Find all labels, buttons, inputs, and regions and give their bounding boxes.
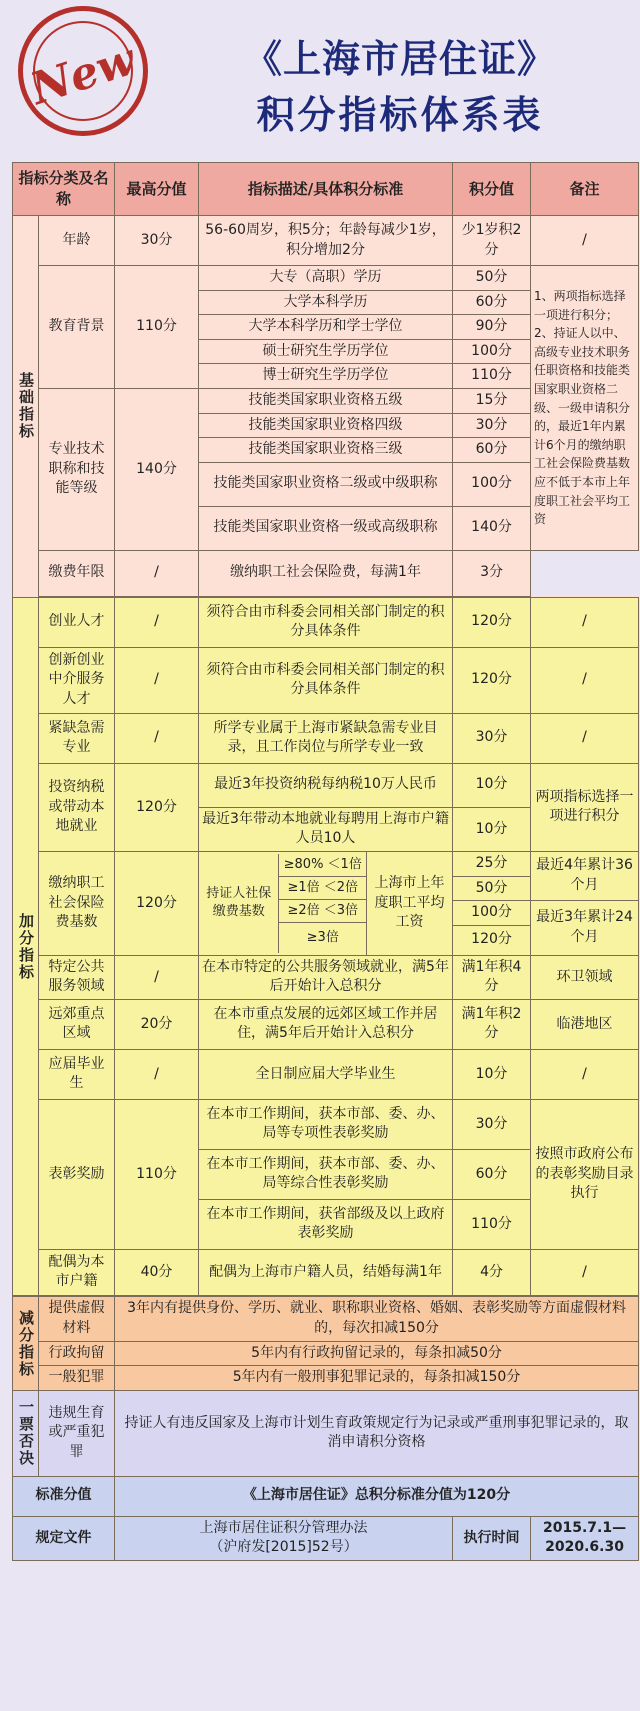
table-row: 减分指标 提供虚假材料 3年内有提供身份、学历、就业、职称职业资格、婚姻、表彰奖励等方面虚假材料的，每次扣减150分 <box>13 1297 639 1341</box>
table-row: 大学本科学历和学士学位 90分 <box>13 315 639 340</box>
col-header-desc: 指标描述/具体积分标准 <box>199 163 453 216</box>
category-veto: 一票否决 <box>13 1390 39 1476</box>
basic-note: 1、两项指标选择一项进行积分；2、持证人以中、高级专业技术职务任职资格和技能类国家职业资格二级、一级申请积分的，最近1年内累计6个月的缴纳职工社会保险费基数应不低于本市上年度职工社会平均工资 <box>531 266 639 551</box>
table-row: 技能类国家职业资格二级或中级职称 100分 <box>13 462 639 506</box>
table-row: 100分 最近3年累计24个月 <box>13 901 639 926</box>
table-row: 配偶为本市户籍 40分 配偶为上海市户籍人员，结婚每满1年 4分 / <box>13 1249 639 1295</box>
table-row: 基础指标 年龄 30分 56-60周岁，积5分；年龄每减少1岁，积分增加2分 少1岁积2分 / <box>13 216 639 266</box>
category-basic: 基础指标 <box>13 216 39 598</box>
col-header-max: 最高分值 <box>115 163 199 216</box>
table-header-row <box>13 163 639 216</box>
table-row: 一票否决 违规生育或严重犯罪 持证人有违反国家及上海市计划生育政策规定行为记录或严重刑事犯罪记录的，取消申请积分资格 <box>13 1390 639 1476</box>
col-header-value: 积分值 <box>453 163 531 216</box>
new-stamp-icon <box>18 6 148 136</box>
table-row: 最近3年带动本地就业每聘用上海市户籍人员10人 10分 <box>13 807 639 851</box>
table-row: 专业技术职称和技能等级 140分 技能类国家职业资格五级 15分 <box>13 388 639 413</box>
col-header-category: 指标分类及名称 <box>13 163 115 216</box>
standard-desc: 《上海市居住证》总积分标准分值为120分 <box>115 1476 639 1516</box>
table-row: 应届毕业生 / 全日制应届大学毕业生 10分 / <box>13 1049 639 1099</box>
table-row: 紧缺急需专业 / 所学专业属于上海市紧缺急需专业目录，且工作岗位与所学专业一致 30分 / <box>13 713 639 763</box>
category-bonus: 加分指标 <box>13 597 39 1296</box>
table-row: 一般犯罪 5年内有一般刑事犯罪记录的，每条扣减150分 <box>13 1366 639 1391</box>
table-row: 行政拘留 5年内有行政拘留记录的，每条扣减50分 <box>13 1341 639 1366</box>
time-label: 执行时间 <box>453 1516 531 1560</box>
standard-label: 标准分值 <box>13 1476 115 1516</box>
table-row: 技能类国家职业资格一级或高级职称 140分 <box>13 506 639 550</box>
table-row: 加分指标 创业人才 / 须符合由市科委会同相关部门制定的积分具体条件 120分 / <box>13 597 639 647</box>
table-row: 投资纳税或带动本地就业 120分 最近3年投资纳税每纳税10万人民币 10分 两项指标选择一项进行积分 <box>13 763 639 807</box>
rules-label: 规定文件 <box>13 1516 115 1560</box>
header <box>0 0 640 168</box>
points-table <box>12 162 639 1561</box>
category-deduct: 减分指标 <box>13 1297 39 1390</box>
table-row: 硕士研究生学历学位 100分 <box>13 339 639 364</box>
table-row: 缴纳职工社会保险费基数 120分 持证人社保缴费基数 ≥80% ＜1倍 ≥1倍 ＜2倍 ≥2倍 ＜3倍 ≥3倍 上海市上年度职工平均工资 25分 最近4年累计36个月 <box>13 851 639 876</box>
table-row: 120分 <box>13 925 639 955</box>
table-row: 技能类国家职业资格三级 60分 <box>13 438 639 463</box>
table-row: 在本市工作期间，获本市部、委、办、局等综合性表彰奖励 60分 <box>13 1149 639 1199</box>
stamp-text: New <box>24 33 142 116</box>
rules-doc: 上海市居住证积分管理办法 （沪府发[2015]52号） <box>115 1516 453 1560</box>
table-row: 50分 <box>13 876 639 901</box>
col-header-note: 备注 <box>531 163 639 216</box>
title-line-2: 积分指标体系表 <box>256 93 544 137</box>
table-row: 特定公共服务领域 / 在本市特定的公共服务领域就业，满5年后开始计入总积分 满1年积4分 环卫领域 <box>13 955 639 999</box>
table-row: 大学本科学历 60分 <box>13 290 639 315</box>
title-line-1: 《上海市居住证》 <box>243 37 556 81</box>
table-row: 在本市工作期间，获省部级及以上政府表彰奖励 110分 <box>13 1199 639 1249</box>
table-row: 创新创业中介服务人才 / 须符合由市科委会同相关部门制定的积分具体条件 120分 / <box>13 647 639 713</box>
table-row: 技能类国家职业资格四级 30分 <box>13 413 639 438</box>
table-row: 缴费年限 / 缴纳职工社会保险费，每满1年 3分 <box>13 550 639 596</box>
table-row: 远郊重点区域 20分 在本市重点发展的远郊区域工作并居住，满5年后开始计入总积分 满1年积2分 临港地区 <box>13 999 639 1049</box>
time-value: 2015.7.1—2020.6.30 <box>531 1516 639 1560</box>
table-row: 博士研究生学历学位 110分 <box>13 364 639 389</box>
table-row <box>13 1476 639 1516</box>
table-row <box>13 1516 639 1560</box>
table-row: 表彰奖励 110分 在本市工作期间，获本市部、委、办、局等专项性表彰奖励 30分 按照市政府公布的表彰奖励目录执行 <box>13 1099 639 1149</box>
table-row: 教育背景 110分 大专（高职）学历 50分 1、两项指标选择一项进行积分；2、持证人以中、高级专业技术职务任职资格和技能类国家职业资格二级、一级申请积分的，最近1年内累计6个月的缴纳职工社会保险费基数应不低于本市上年度职工社会平均工资 <box>13 266 639 291</box>
